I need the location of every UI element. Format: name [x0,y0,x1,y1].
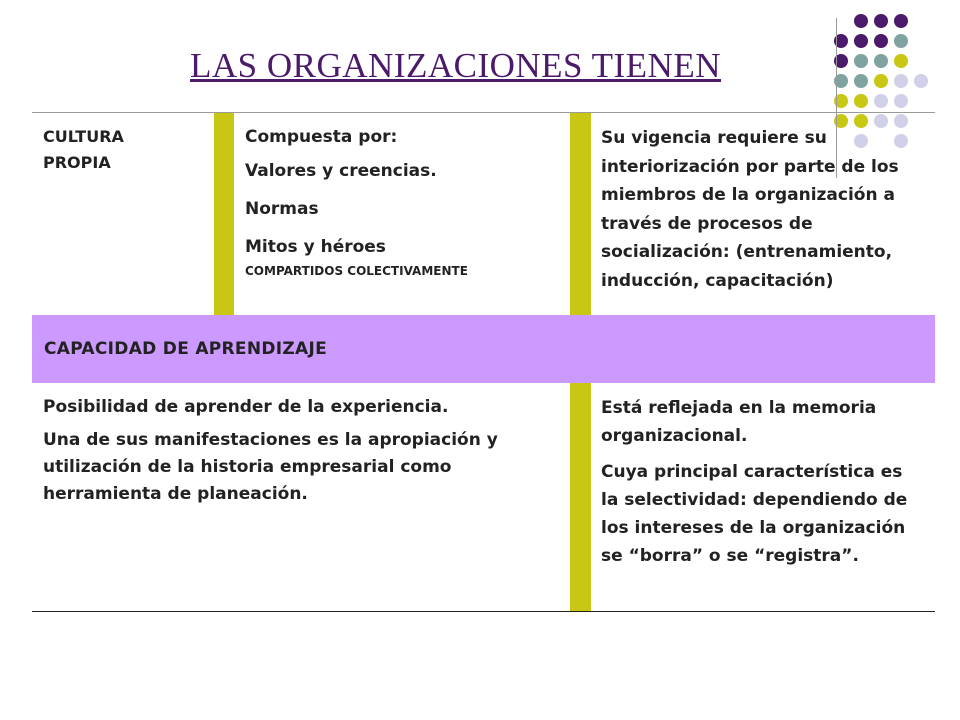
decorative-dot [894,34,908,48]
row1-right-line: interiorización por parte de los [601,156,899,177]
decorative-dot [854,54,868,68]
title-divider [32,112,935,113]
olive-band-right-top [570,113,591,315]
decorative-dot [914,74,928,88]
row2-right-paragraph2 [601,458,907,570]
decorative-dot [854,14,868,28]
row2-right-line: organizacional. [601,426,748,446]
decorative-dot [854,34,868,48]
row2-right-line: Cuya principal característica es [601,462,903,482]
decorative-dot [874,14,888,28]
row2-left [43,394,498,508]
row1-right-line: miembros de la organización a [601,185,895,205]
row1-middle [245,124,468,280]
row1-label [43,124,124,176]
decorative-dot [874,74,888,88]
row2-left-line: Una de sus manifestaciones es la apropiación y [43,430,498,450]
row1-middle-item: Normas [245,199,319,219]
decorative-dot [894,94,908,108]
row2-right-line: los intereses de la organización [601,518,906,538]
row2-left-line: herramienta de planeación. [43,484,308,504]
row1-middle-heading: Compuesta por: [245,127,398,147]
row1-label-line2: PROPIA [43,153,111,172]
row1-right-line: Su vigencia requiere su [601,128,827,148]
row1-middle-item: Valores y creencias. [245,161,437,181]
slide-title: LAS ORGANIZACIONES TIENEN [190,46,721,85]
row2-left-line: utilización de la historia empresarial como [43,457,452,477]
row2-right-line: Está reflejada en la memoria [601,398,877,418]
olive-band-left [214,113,234,315]
row1-middle-item: Mitos y héroes [245,237,386,257]
decorative-dot [894,74,908,88]
decorative-dot [874,54,888,68]
row1-middle-note: COMPARTIDOS COLECTIVAMENTE [245,264,468,278]
row2-left-paragraph2 [43,427,498,508]
row1-right-line: inducción, capacitación) [601,270,834,291]
row1-right [601,124,899,295]
decorative-dot [874,94,888,108]
row2-right-line: la selectividad: dependiendo de [601,490,908,510]
row2-right [601,394,907,570]
row1-label-line1: CULTURA [43,127,124,146]
decorative-dot [894,54,908,68]
decorative-dot [854,94,868,108]
row2-left-paragraph1: Posibilidad de aprender de la experiencia. [43,397,449,417]
row1-right-line: través de procesos de [601,213,813,234]
table-bottom-border [32,611,935,612]
decorative-dot [874,34,888,48]
capacidad-header-label: CAPACIDAD DE APRENDIZAJE [44,339,328,359]
decorative-dot [894,14,908,28]
row2-right-line: se “borra” o se “registra”. [601,546,859,566]
capacidad-header-row [32,315,935,383]
decorative-dot [854,74,868,88]
row1-right-line: socialización: (entrenamiento, [601,242,893,262]
olive-band-right-bottom [570,383,591,611]
